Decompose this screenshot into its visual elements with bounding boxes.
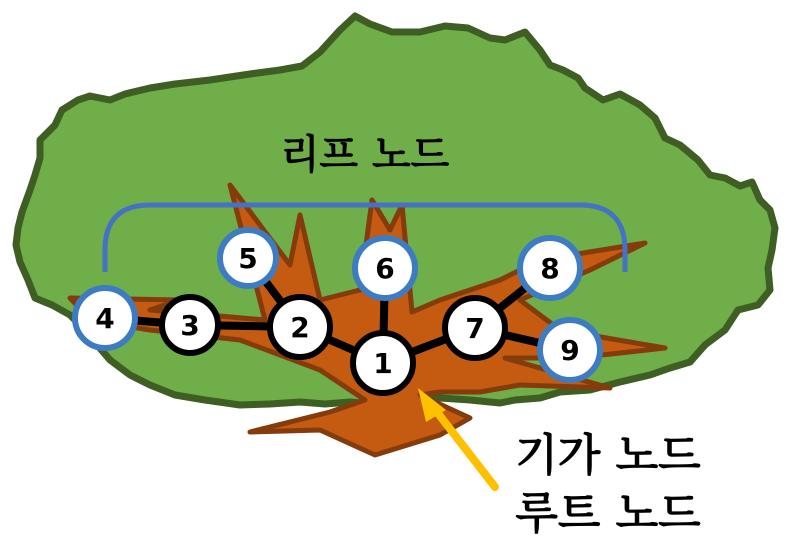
node-7 xyxy=(445,298,505,358)
node-2 xyxy=(270,297,330,357)
node-5-label: 5 xyxy=(238,242,258,275)
label-line-1: 기가 노드 xyxy=(515,430,701,481)
node-1-label: 1 xyxy=(373,347,393,380)
node-3-label: 3 xyxy=(180,309,200,342)
node-6 xyxy=(355,238,415,298)
node-1 xyxy=(353,333,413,393)
node-3 xyxy=(162,297,218,353)
node-5 xyxy=(220,230,276,286)
label-line-2: 루트 노드 xyxy=(515,488,701,539)
node-7-label: 7 xyxy=(465,312,485,345)
node-4 xyxy=(75,288,135,348)
leaf-node-title: 리프 노드 xyxy=(280,132,450,178)
node-6-label: 6 xyxy=(375,252,395,285)
node-9-label: 9 xyxy=(560,334,580,367)
node-8-label: 8 xyxy=(540,252,560,285)
node-2-label: 2 xyxy=(290,311,310,344)
node-9 xyxy=(540,320,600,380)
node-4-label: 4 xyxy=(95,302,115,335)
node-8 xyxy=(520,238,580,298)
